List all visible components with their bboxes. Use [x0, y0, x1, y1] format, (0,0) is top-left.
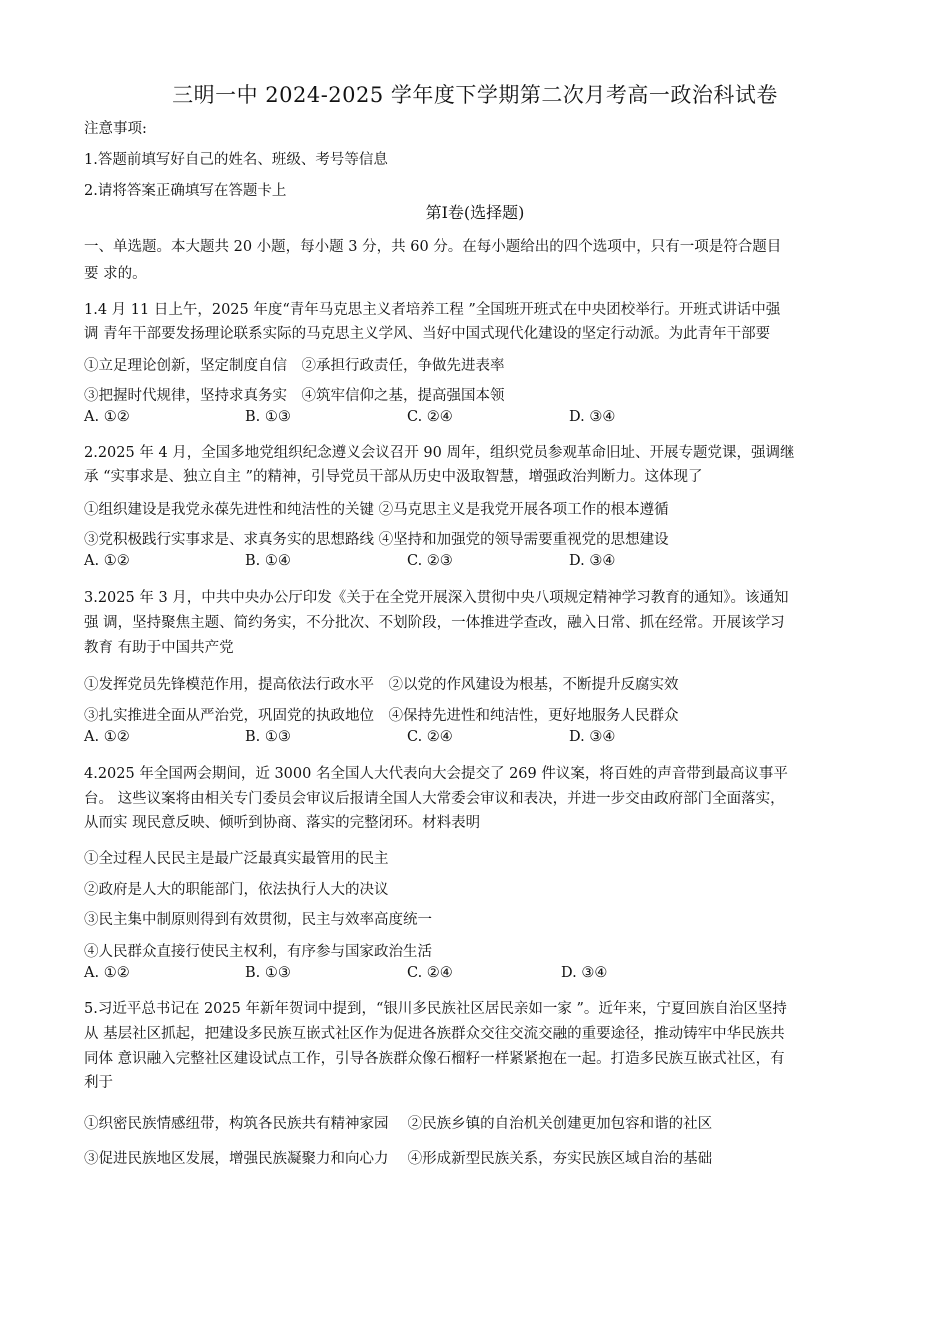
question-4-option: ①全过程人民民主是最广泛最真实最管用的民主 [84, 851, 389, 867]
question-5-stem: 利于 [84, 1075, 113, 1091]
question-2-choice-c: C. ②③ [407, 553, 453, 569]
question-5-option: ①织密民族情感纽带，构筑各民族共有精神家园 ②民族乡镇的自治机关创建更加包容和谐的社区 [84, 1116, 713, 1132]
question-1-stem: 1.4 月 11 日上午，2025 年度“青年马克思主义者培养工程 ”全国班开班式在中央团校举行。开班式讲话中强 [84, 302, 781, 318]
question-4-choice-b: B. ①③ [245, 965, 291, 981]
question-1-choice-d: D. ③④ [569, 409, 616, 425]
question-4-option: ②政府是人大的职能部门，依法执行人大的决议 [84, 882, 389, 898]
instructions-line: 要 求的。 [84, 266, 147, 282]
question-2-stem: 承 “实事求是、独立自主 ”的精神，引导党员干部从历史中汲取智慧，增强政治判断力。这体现了 [84, 469, 703, 485]
question-2-choice-d: D. ③④ [569, 553, 616, 569]
question-4-choice-d: D. ③④ [561, 965, 608, 981]
question-3-choice-d: D. ③④ [569, 729, 616, 745]
question-5-stem: 5.习近平总书记在 2025 年新年贺词中提到，“银川多民族社区居民亲如一家 ”。近年来，宁夏回族自治区坚持 [84, 1001, 787, 1017]
question-1-option: ①立足理论创新，坚定制度自信 ②承担行政责任，争做先进表率 [84, 358, 505, 374]
question-4-choice-c: C. ②④ [407, 965, 453, 981]
question-5-option: ③促进民族地区发展，增强民族凝聚力和向心力 ④形成新型民族关系，夯实民族区域自治的基础 [84, 1151, 713, 1167]
question-5-stem: 从 基层社区抓起，把建设多民族互嵌式社区作为促进各族群众交往交流交融的重要途径，推动铸牢中华民族共 [84, 1026, 785, 1042]
question-2-stem: 2.2025 年 4 月，全国多地党组织纪念遵义会议召开 90 周年，组织党员参观革命旧址、开展专题党课，强调继 [84, 445, 795, 461]
question-4-stem: 从而实 现民意反映、倾听到协商、落实的完整闭环。材料表明 [84, 815, 481, 831]
question-4-choice-a: A. ①② [84, 965, 130, 981]
question-1-choice-c: C. ②④ [407, 409, 453, 425]
question-3-choice-c: C. ②④ [407, 729, 453, 745]
question-4-stem: 台。 这些议案将由相关专门委员会审议后报请全国人大常委会审议和表决，并进一步交由政府部门全面落实， [84, 791, 785, 807]
question-1-choice-a: A. ①② [84, 409, 130, 425]
exam-title: 三明一中 2024-2025 学年度下学期第二次月考高一政治科试卷 [172, 83, 778, 107]
question-1-choice-b: B. ①③ [245, 409, 291, 425]
question-3-option: ③扎实推进全面从严治党，巩固党的执政地位 ④保持先进性和纯洁性，更好地服务人民群众 [84, 708, 679, 724]
question-2-option: ③党积极践行实事求是、求真务实的思想路线 ④坚持和加强党的领导需要重视党的思想建设 [84, 532, 669, 548]
question-1-stem: 调 青年干部要发扬理论联系实际的马克思主义学风、当好中国式现代化建设的坚定行动派。为此青年干部要 [84, 326, 771, 342]
question-3-choice-a: A. ①② [84, 729, 130, 745]
instructions-line: 一、单选题。本大题共 20 小题，每小题 3 分，共 60 分。在每小题给出的四个选项中，只有一项是符合题目 [84, 239, 782, 255]
question-1-option: ③把握时代规律，坚持求真务实 ④筑牢信仰之基，提高强国本领 [84, 388, 505, 404]
question-3-stem: 强 调，坚持聚焦主题、简约务实，不分批次、不划阶段，一体推进学查改，融入日常、抓在经常。开展该学习 [84, 615, 785, 631]
note-item: 2.请将答案正确填写在答题卡上 [84, 183, 287, 199]
question-5-stem: 同体 意识融入完整社区建设试点工作，引导各族群众像石榴籽一样紧紧抱在一起。打造多民族互嵌式社区，有 [84, 1051, 785, 1067]
question-3-option: ①发挥党员先锋模范作用，提高依法行政水平 ②以党的作风建设为根基，不断提升反腐实效 [84, 677, 679, 693]
question-4-stem: 4.2025 年全国两会期间，近 3000 名全国人大代表向大会提交了 269 件议案，将百姓的声音带到最高议事平 [84, 766, 788, 782]
question-2-choice-a: A. ①② [84, 553, 130, 569]
question-3-stem: 3.2025 年 3 月，中共中央办公厅印发《关于在全党开展深入贯彻中央八项规定精神学习教育的通知》。该通知 [84, 590, 789, 606]
section-title: 第Ⅰ卷(选择题) [425, 203, 525, 222]
notes-heading: 注意事项: [84, 121, 147, 137]
question-4-option: ③民主集中制原则得到有效贯彻，民主与效率高度统一 [84, 912, 432, 928]
question-2-option: ①组织建设是我党永葆先进性和纯洁性的关键 ②马克思主义是我党开展各项工作的根本遵循 [84, 502, 669, 518]
question-3-choice-b: B. ①③ [245, 729, 291, 745]
question-2-choice-b: B. ①④ [245, 553, 291, 569]
question-3-stem: 教育 有助于中国共产党 [84, 640, 234, 656]
question-4-option: ④人民群众直接行使民主权利，有序参与国家政治生活 [84, 944, 432, 960]
note-item: 1.答题前填写好自己的姓名、班级、考号等信息 [84, 152, 388, 168]
